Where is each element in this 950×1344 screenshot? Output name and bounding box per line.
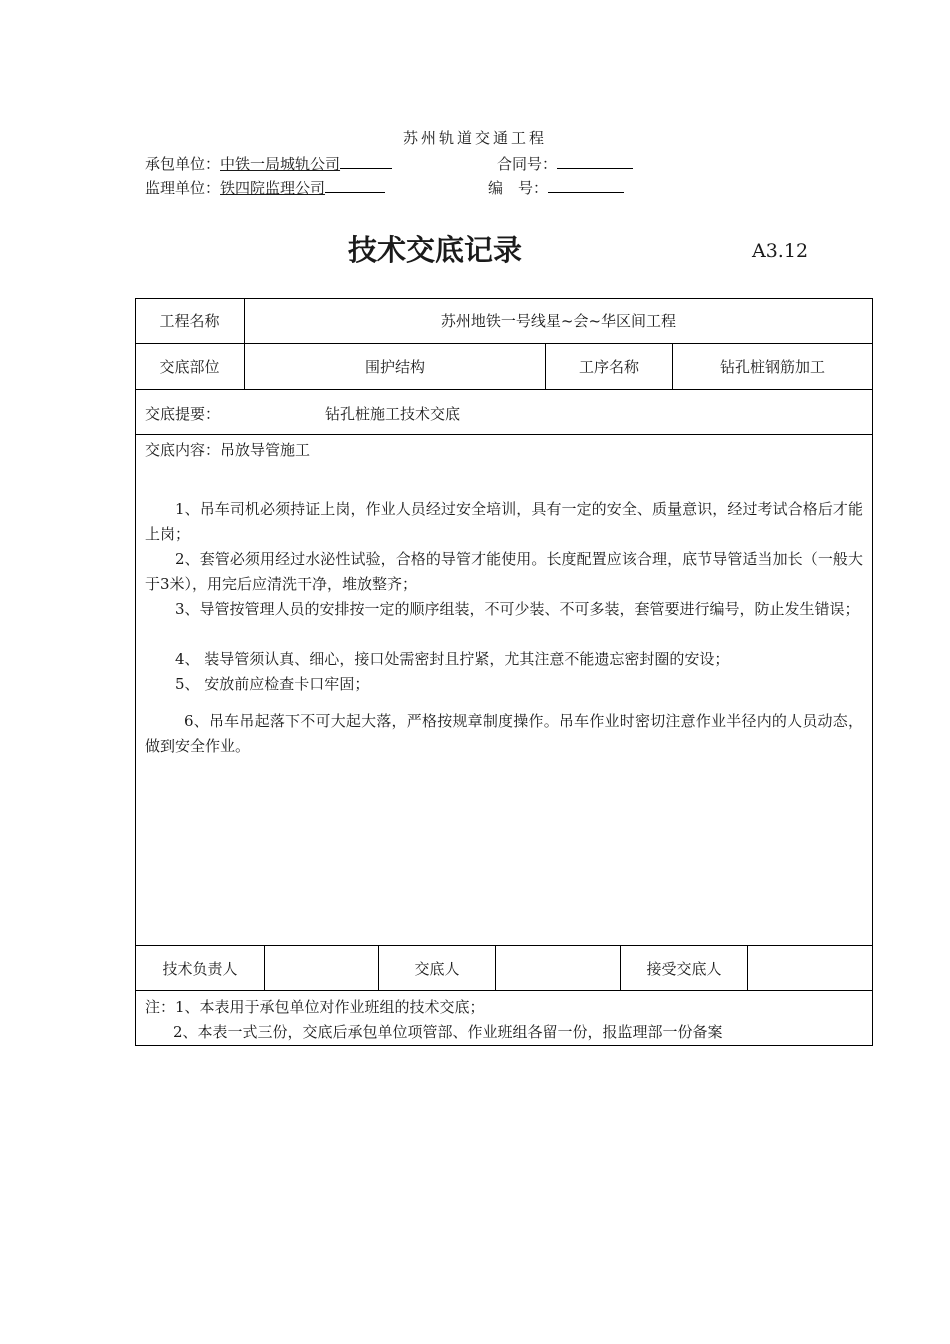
contract-no-label: 合同号：: [497, 155, 558, 173]
summary-value: 钻孔桩施工技术交底: [325, 405, 461, 423]
supervisor-underline: [325, 178, 385, 193]
location-value: 围护结构: [364, 358, 425, 376]
content-label: 交底内容：吊放导管施工: [145, 441, 311, 459]
project-name-value: 苏州地铁一号线星~会~华区间工程: [440, 312, 677, 330]
serial-no-blank: [548, 178, 624, 193]
row-divider: [135, 389, 873, 390]
contractor-label: 承包单位：: [145, 155, 221, 173]
content-item: 1、吊车司机必须持证上岗，作业人员经过安全培训，具有一定的安全、质量意识，经过考试合格后才能上岗；: [145, 500, 863, 543]
content-item: 5、 安放前应检查卡口牢固；: [175, 675, 370, 693]
contract-no-blank: [557, 154, 633, 169]
content-item: 4、 装导管须认真、细心，接口处需密封且拧紧，尤其注意不能遗忘密封圈的安设；: [175, 650, 730, 668]
presenter-signature-field[interactable]: [496, 946, 620, 990]
serial-no-label: 编 号：: [488, 179, 549, 197]
content-item: 2、套管必须用经过水泌性试验，合格的导管才能使用。长度配置应该合理，底节导管适当加长（一般大于3米），用完后应清洗干净，堆放整齐；: [145, 550, 863, 593]
row-divider: [135, 434, 873, 435]
supervisor-row: [145, 177, 385, 198]
contract-no-row: [497, 153, 633, 174]
table-border-bottom: [135, 1045, 873, 1046]
table-border-left: [135, 298, 136, 1046]
form-code: A3.12: [752, 240, 809, 262]
document-title: 技术交底记录: [347, 233, 522, 267]
presenter-label: 交底人: [414, 959, 460, 978]
receiver-signature-field[interactable]: [748, 946, 872, 990]
process-label: 工序名称: [578, 358, 639, 376]
receiver-label: 接受交底人: [646, 959, 722, 978]
project-title: 苏州轨道交通工程: [402, 129, 547, 147]
supervisor-value: 铁四院监理公司: [220, 179, 326, 197]
table-border-right: [872, 298, 873, 1046]
content-item: 6、吊车吊起落下不可大起大落，严格按规章制度操作。吊车作业时密切注意作业半径内的人员动态，做到安全作业。: [145, 712, 863, 755]
contractor-row: [145, 153, 392, 174]
supervisor-label: 监理单位：: [145, 179, 221, 197]
project-name-label: 工程名称: [159, 312, 220, 330]
location-label: 交底部位: [159, 358, 220, 376]
summary-label: 交底提要：: [145, 405, 221, 423]
tech-lead-signature-field[interactable]: [265, 946, 378, 990]
contractor-underline: [340, 154, 392, 169]
tech-lead-label: 技术负责人: [162, 959, 238, 978]
note-line: 2、本表一式三份，交底后承包单位项管部、作业班组各留一份，报监理部一份备案: [173, 1023, 723, 1041]
contractor-value: 中铁一局城轨公司: [220, 155, 341, 173]
process-value: 钻孔桩钢筋加工: [719, 358, 825, 376]
content-item: 3、导管按管理人员的安排按一定的顺序组装，不可少装、不可多装，套管要进行编号，防止发生错误；: [175, 600, 860, 618]
row-divider: [135, 990, 873, 991]
serial-no-row: [488, 177, 624, 198]
note-line: 注：1、本表用于承包单位对作业班组的技术交底；: [145, 998, 485, 1016]
